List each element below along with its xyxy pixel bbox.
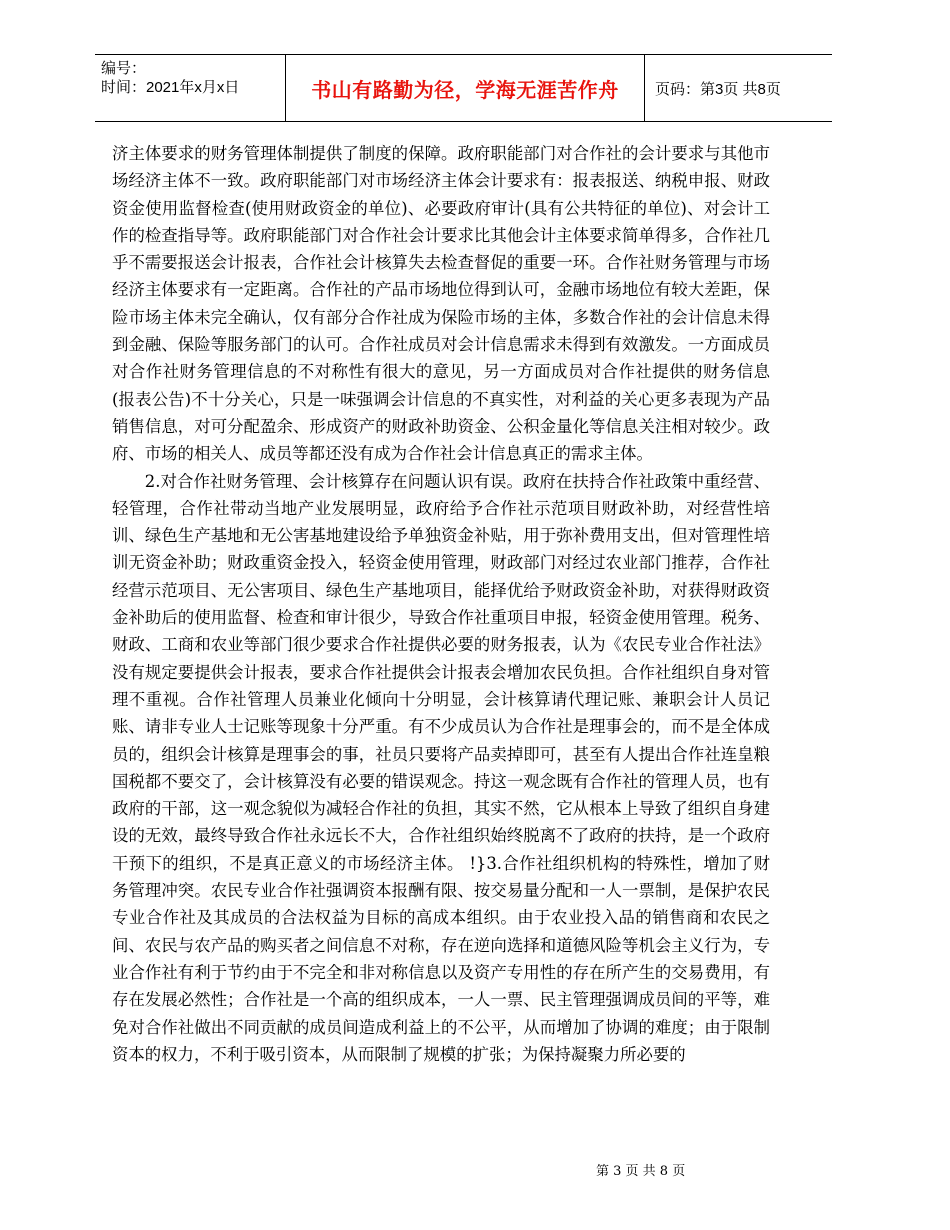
- document-body: [112, 140, 770, 1068]
- header-meta: [95, 55, 285, 121]
- date-label: 时间：2021年x月x日: [101, 79, 240, 96]
- paragraph-2: 2.对合作社财务管理、会计核算存在问题认识有误。政府在扶持合作社政策中重经营、轻管理，合作社带动当地产业发展明显，政府给予合作社示范项目财政补助，对经营性培训、绿色生产基地和无公害基地建设给予单独资金补贴，用于弥补费用支出，但对管理性培训无资金补助；财政重资金投入，轻资金使用管理，财政部门对经过农业部门推荐，合作社经营示范项目、无公害项目、绿色生产基地项目，能择优给予财政资金补助，对获得财政资金补助后的使用监督、检查和审计很少，导致合作社重项目申报，轻资金使用管理。税务、财政、工商和农业等部门很少要求合作社提供必要的财务报表，认为《农民专业合作社法》没有规定要提供会计报表，要求合作社提供会计报表会增加农民负担。合作社组织自身对管理不重视。合作社管理人员兼业化倾向十分明显，会计核算请代理记账、兼职会计人员记账、请非专业人士记账等现象十分严重。有不少成员认为合作社是理事会的，而不是全体成员的，组织会计核算是理事会的事，社员只要将产品卖掉即可，甚至有人提出合作社连皇粮国税都不要交了，会计核算没有必要的错误观念。持这一观念既有合作社的管理人员，也有政府的干部，这一观念貌似为减轻合作社的负担，其实不然，它从根本上导致了组织自身建设的无效，最终导致合作社永远长不大，合作社组织始终脱离不了政府的扶持，是一个政府干预下的组织，不是真正意义的市场经济主体。 !}3.合作社组织机构的特殊性，增加了财务管理冲突。农民专业合作社强调资本报酬有限、按交易量分配和一人一票制，是保护农民专业合作社及其成员的合法权益为目标的高成本组织。由于农业投入品的销售商和农民之间、农民与农产品的购买者之间信息不对称，存在逆向选择和道德风险等机会主义行为，专业合作社有利于节约由于不完全和非对称信息以及资产专用性的存在所产生的交易费用，有存在发展必然性；合作社是一个高的组织成本，一人一票、民主管理强调成员间的平等，难免对合作社做出不同贡献的成员间造成利益上的不公平，从而增加了协调的难度；由于限制资本的权力，不利于吸引资本，从而限制了规模的扩张；为保持凝聚力所必要的: [112, 471, 770, 1064]
- serial-number-label: 编号：: [101, 60, 147, 77]
- paragraph-1: 济主体要求的财务管理体制提供了制度的保障。政府职能部门对合作社的会计要求与其他市场经济主体不一致。政府职能部门对市场经济主体会计要求有：报表报送、纳税申报、财政资金使用监督检查(使用财政资金的单位)、必要政府审计(具有公共特征的单位)、对会计工作的检查指导等。政府职能部门对合作社会计要求比其他会计主体要求简单得多，合作社几乎不需要报送会计报表，合作社会计核算失去检查督促的重要一环。合作社财务管理与市场经济主体要求有一定距离。合作社的产品市场地位得到认可，金融市场地位有较大差距，保险市场主体未完全确认，仅有部分合作社成为保险市场的主体，多数合作社的会计信息未得到金融、保险等服务部门的认可。合作社成员对会计信息需求未得到有效激发。一方面成员对合作社财务管理信息的不对称性有很大的意见，另一方面成员对合作社提供的财务信息(报表公告)不十分关心，只是一味强调会计信息的不真实性，对利益的关心更多表现为产品销售信息，对可分配盈余、形成资产的财政补助资金、公积金量化等信息关注相对较少。政府、市场的相关人、成员等都还没有成为合作社会计信息真正的需求主体。: [112, 144, 770, 464]
- page-header: [95, 54, 832, 122]
- header-motto: 书山有路勤为径，学海无涯苦作舟: [285, 55, 645, 121]
- page-footer: 第 3 页 共 8 页: [596, 1164, 686, 1179]
- header-page-number: 页码：第3页 共8页: [655, 80, 781, 98]
